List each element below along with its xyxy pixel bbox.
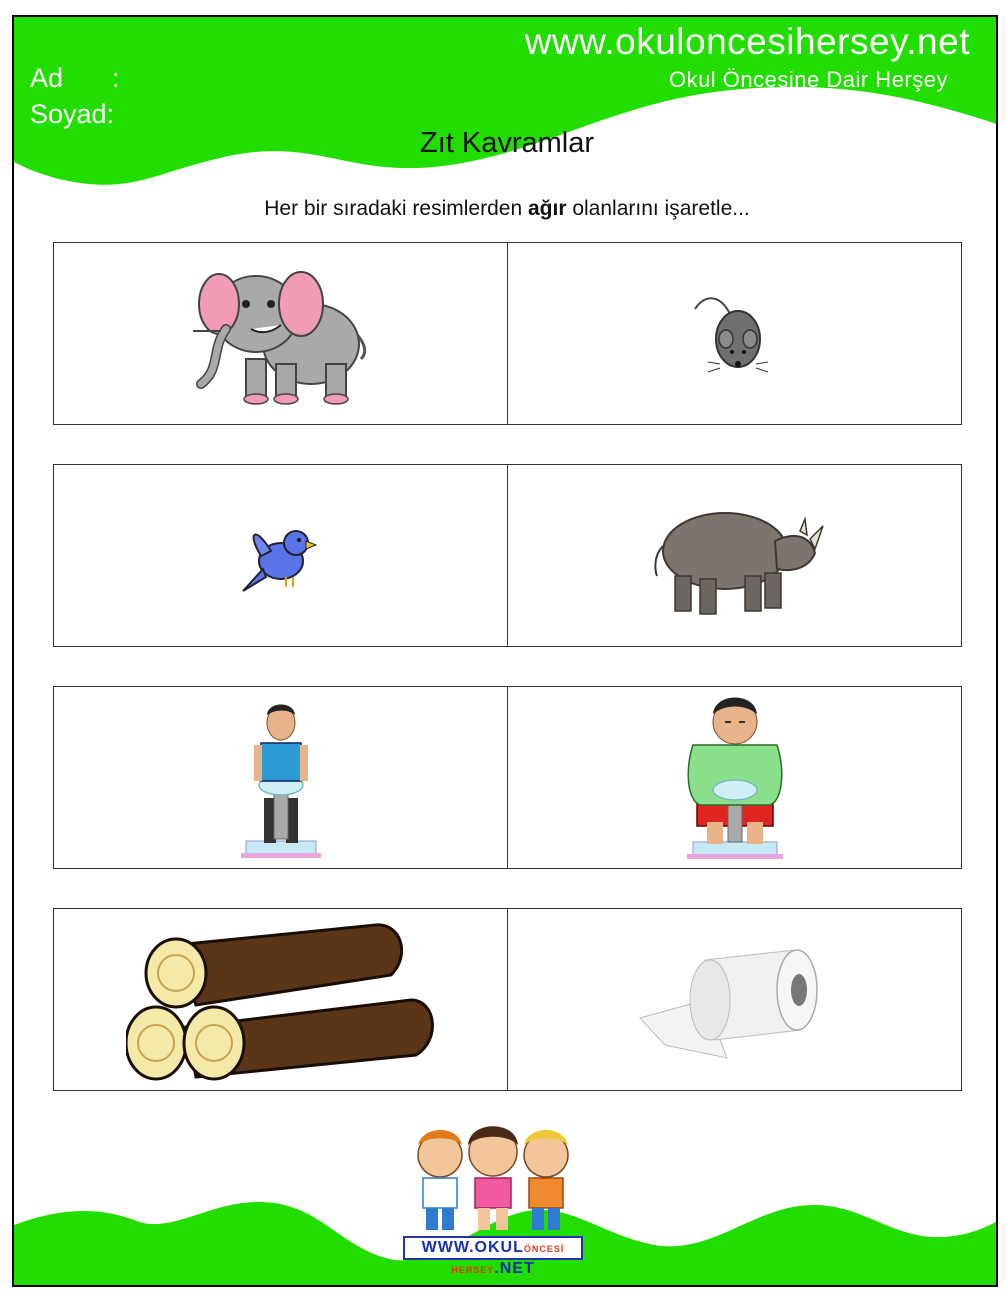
name-label: Ad <box>30 63 64 93</box>
elephant-icon <box>181 259 381 409</box>
thin-boy-on-scale-icon <box>236 693 326 863</box>
page-title: Zıt Kavramlar <box>419 127 595 159</box>
paper-towel-roll-icon <box>635 940 835 1060</box>
site-url: www.okuloncesihersey.net <box>524 21 970 62</box>
logs-icon <box>126 915 436 1085</box>
picture-row-4 <box>53 908 962 1091</box>
rhinoceros-icon <box>645 491 825 621</box>
choice-elephant[interactable] <box>54 243 507 424</box>
bird-icon <box>241 511 321 601</box>
picture-row-2 <box>53 464 962 647</box>
picture-row-3 <box>53 686 962 869</box>
worksheet-frame <box>12 15 998 1287</box>
mouse-icon <box>690 284 780 384</box>
choice-mouse[interactable] <box>507 243 961 424</box>
choice-logs[interactable] <box>54 909 507 1090</box>
choice-heavy-boy[interactable] <box>507 687 961 868</box>
site-logo-text: WWW.OKULÖNCESİ HERSEY.NET <box>403 1236 583 1260</box>
choice-thin-boy[interactable] <box>54 687 507 868</box>
choice-bird[interactable] <box>54 465 507 646</box>
name-colon: : <box>112 63 120 93</box>
surname-label: Soyad: <box>30 99 115 129</box>
heavy-boy-on-scale-icon <box>675 690 795 865</box>
choice-rhinoceros[interactable] <box>507 465 961 646</box>
choice-paper-towel[interactable] <box>507 909 961 1090</box>
site-tagline: Okul Öncesine Dair Herşey <box>668 67 948 92</box>
picture-row-1 <box>53 242 962 425</box>
instruction-text: Her bir sıradaki resimlerden ağır olanlarını işaretle... <box>264 197 750 220</box>
